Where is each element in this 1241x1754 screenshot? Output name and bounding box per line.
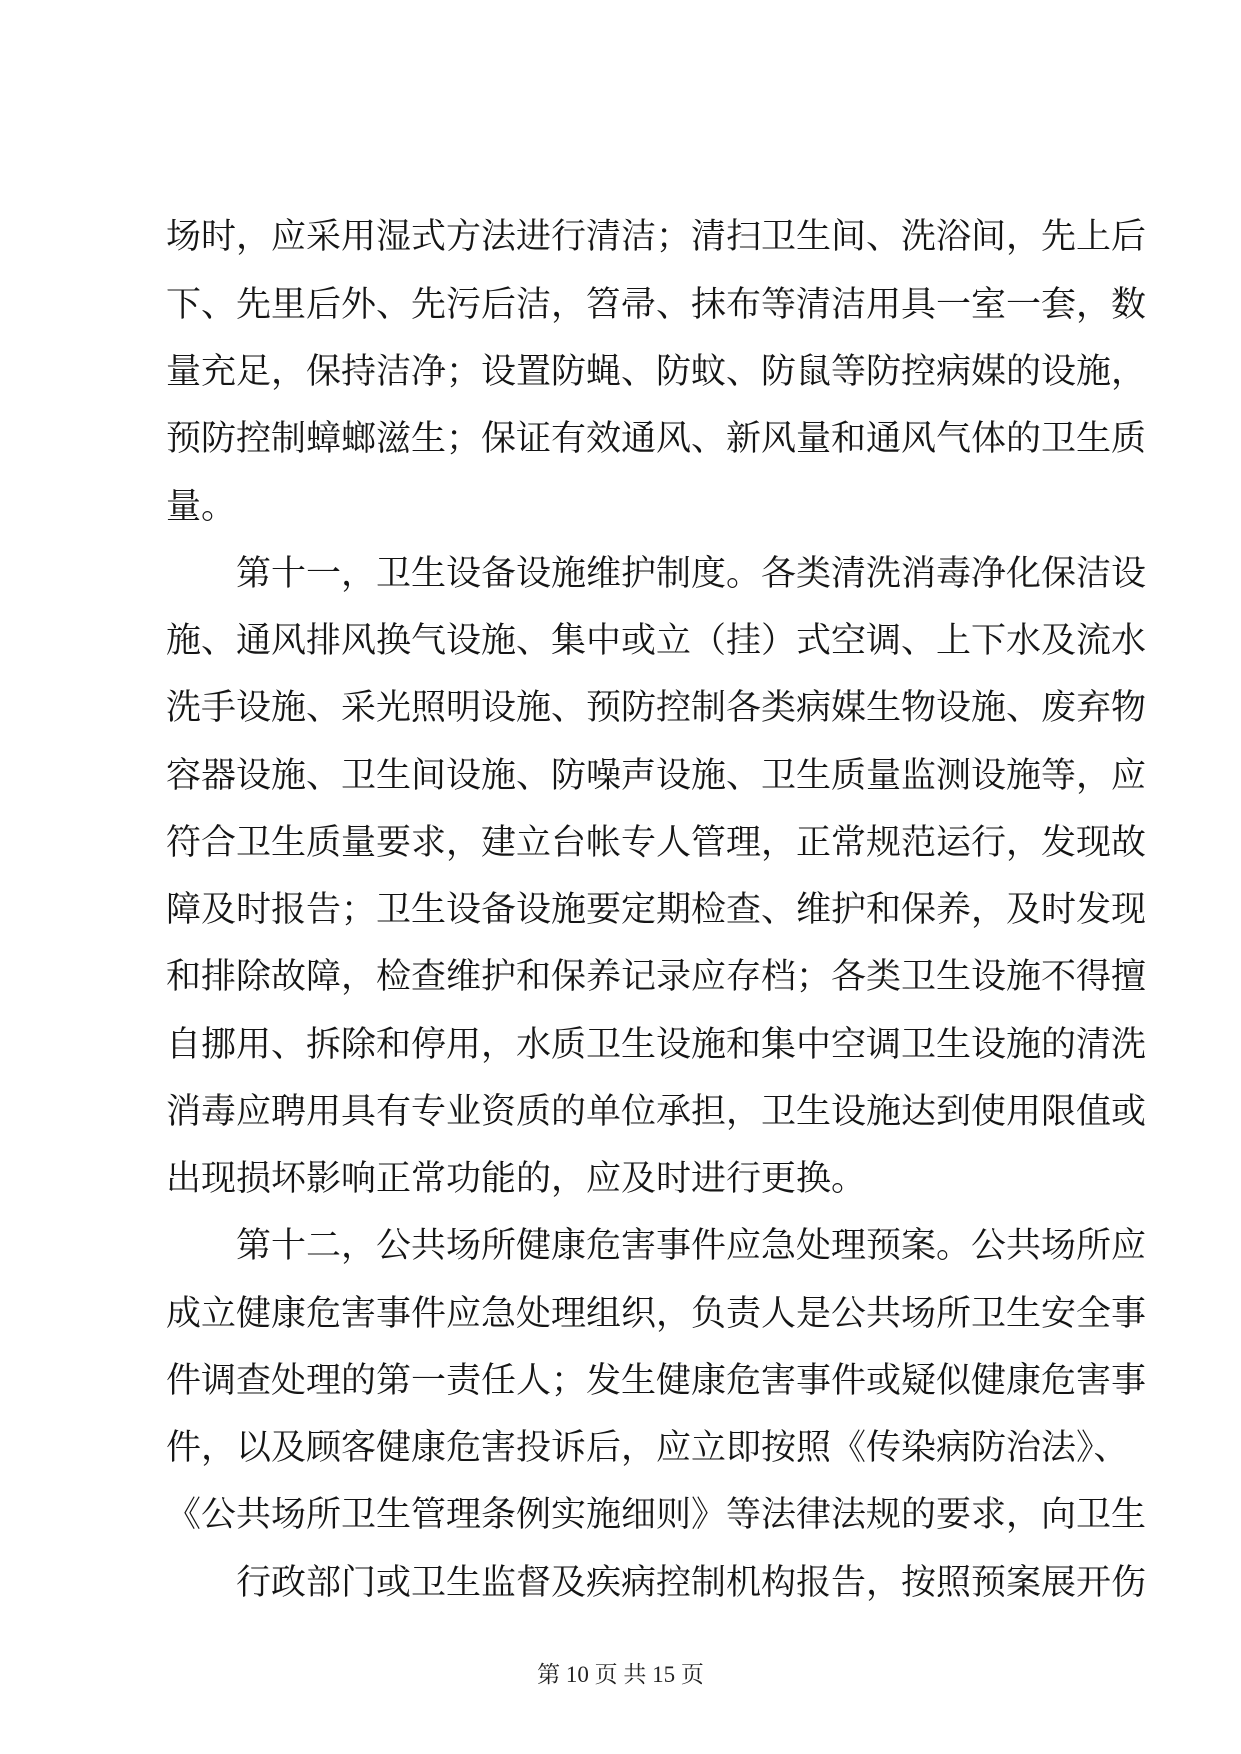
body-line: 符合卫生质量要求，建立台帐专人管理，正常规范运行，发现故: [166, 823, 1147, 863]
body-line: 预防控制蟑螂滋生；保证有效通风、新风量和通风气体的卫生质: [166, 419, 1147, 459]
body-line: 量。: [166, 487, 237, 527]
body-line: 件，以及顾客健康危害投诉后，应立即按照《传染病防治法》、: [166, 1428, 1129, 1468]
paragraph-first-line: 第十二，公共场所健康危害事件应急处理预案。公共场所应: [236, 1226, 1147, 1266]
body-line: 消毒应聘用具有专业资质的单位承担，卫生设施达到使用限值或: [166, 1092, 1147, 1132]
body-line: 件调查处理的第一责任人；发生健康危害事件或疑似健康危害事: [166, 1361, 1147, 1401]
body-line: 下、先里后外、先污后洁，笤帚、抹布等清洁用具一室一套，数: [166, 285, 1147, 325]
body-line: 行政部门或卫生监督及疾病控制机构报告，按照预案展开伤: [236, 1563, 1147, 1603]
body-line: 《公共场所卫生管理条例实施细则》等法律法规的要求，向卫生: [166, 1495, 1147, 1535]
paragraph-first-line: 第十一，卫生设备设施维护制度。各类清洗消毒净化保洁设: [236, 554, 1147, 594]
body-line: 成立健康危害事件应急处理组织，负责人是公共场所卫生安全事: [166, 1294, 1147, 1334]
body-line: 容器设施、卫生间设施、防噪声设施、卫生质量监测设施等，应: [166, 756, 1147, 796]
body-line: 自挪用、拆除和停用，水质卫生设施和集中空调卫生设施的清洗: [166, 1025, 1147, 1065]
body-line: 量充足，保持洁净；设置防蝇、防蚊、防鼠等防控病媒的设施，: [166, 352, 1147, 392]
body-line: 洗手设施、采光照明设施、预防控制各类病媒生物设施、废弃物: [166, 688, 1147, 728]
body-line: 和排除故障，检查维护和保养记录应存档；各类卫生设施不得擅: [166, 957, 1147, 997]
body-line: 场时，应采用湿式方法进行清洁；清扫卫生间、洗浴间，先上后: [166, 217, 1147, 257]
body-line: 障及时报告；卫生设备设施要定期检查、维护和保养，及时发现: [166, 890, 1147, 930]
body-line: 出现损坏影响正常功能的，应及时进行更换。: [166, 1159, 867, 1199]
page-number-footer: 第 10 页 共 15 页: [537, 1662, 704, 1687]
body-line: 施、通风排风换气设施、集中或立（挂）式空调、上下水及流水: [166, 621, 1147, 661]
